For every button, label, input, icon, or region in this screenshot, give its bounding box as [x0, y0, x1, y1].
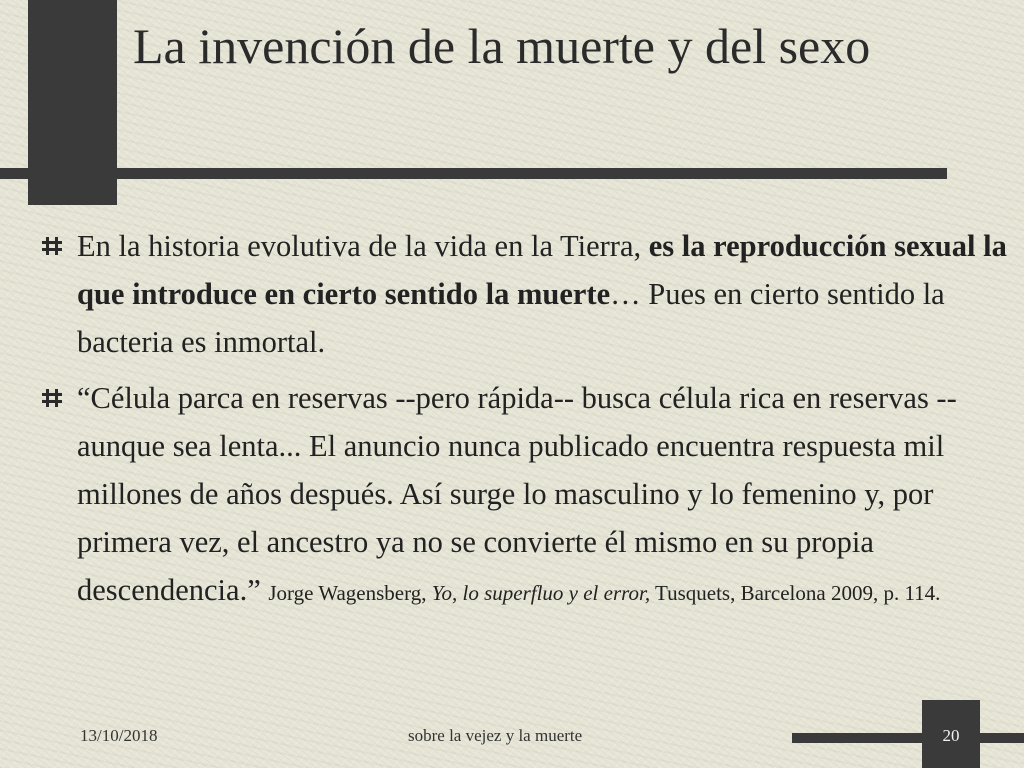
slide-number: 20: [942, 726, 960, 745]
bullet-1-text: En la historia evolutiva de la vida en la Tierra,: [77, 229, 649, 263]
decorative-horizontal-bar-top: [0, 168, 947, 179]
citation-author: Jorge Wagensberg,: [268, 581, 432, 605]
bullet-item-2: [40, 374, 1015, 617]
hash-bullet-icon: [40, 386, 64, 410]
bullet-1-bold-text: es la reproducción sexual la que introduce en cierto sentido la muerte: [77, 229, 1007, 311]
bullet-list: [40, 222, 1015, 625]
quote-text: “Célula parca en reservas --pero rápida-- busca célula rica en reservas --aunque sea lenta... El anuncio nunca publicado encuentra respuesta mil millones de años después. Así surge lo masculino y lo femenino y, por primera vez, el ancestro ya no se convierte él mismo en su propia descendencia.”: [77, 381, 957, 607]
footer-date: 13/10/2018: [80, 726, 158, 745]
decorative-horizontal-bar-bottom: [792, 733, 1024, 743]
citation-book-title: Yo, lo superfluo y el error,: [431, 581, 651, 605]
bullet-1-text-end: … Pues en cierto sentido la bacteria es inmortal.: [77, 277, 945, 359]
bullet-item-1: [40, 222, 1015, 366]
hash-bullet-icon: [40, 234, 64, 258]
citation-publisher: Tusquets, Barcelona 2009, p. 114.: [650, 581, 941, 605]
slide-title: La invención de la muerte y del sexo: [133, 18, 871, 74]
footer-title: sobre la vejez y la muerte: [408, 726, 583, 745]
